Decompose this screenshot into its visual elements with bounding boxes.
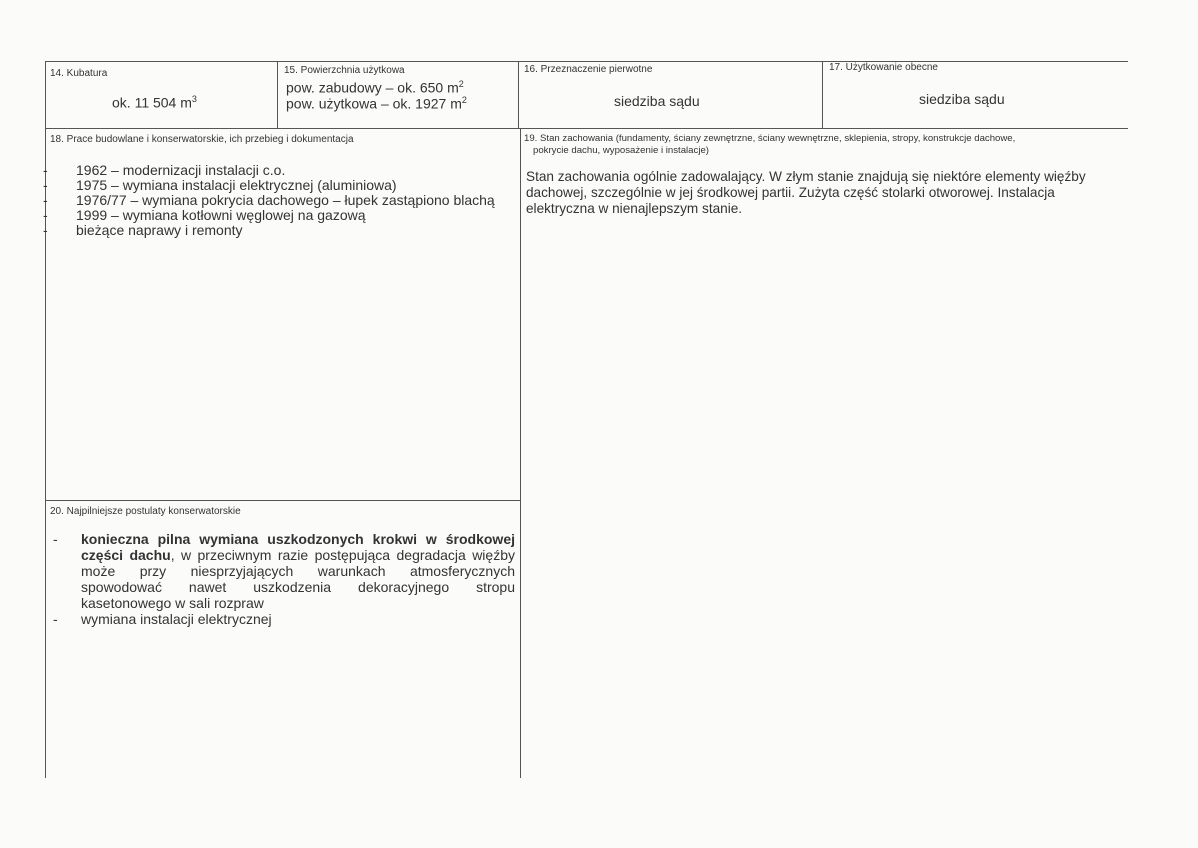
list-item-text	[81, 531, 515, 611]
unit-sup: 3	[191, 94, 197, 104]
bullet-dash: -	[43, 162, 48, 178]
list-item-text: 1976/77 – wymiana pokrycia dachowego – łupek zastąpiono blachą	[76, 192, 495, 208]
field-14-label: 14. Kubatura	[50, 68, 108, 79]
field-18-list	[43, 163, 513, 238]
section-divider-18-20	[45, 500, 521, 501]
bullet-dash: -	[53, 611, 58, 627]
field-20-label: 20. Najpilniejsze postulaty konserwatorskie	[50, 506, 241, 517]
list-item-text: 1975 – wymiana instalacji elektrycznej (aluminiowa)	[76, 177, 397, 193]
top-border	[45, 61, 1128, 62]
pow-uzytkowa: pow. użytkowa – ok. 1927 m	[286, 95, 462, 112]
col-divider-15-16	[518, 61, 519, 128]
list-item	[53, 611, 515, 627]
pow-zabudowy: pow. zabudowy – ok. 650 m	[286, 79, 459, 96]
field-16-label: 16. Przeznaczenie pierwotne	[524, 64, 653, 75]
field-19-label-2: pokrycie dachu, wyposażenie i instalacje)	[533, 145, 709, 156]
list-item	[43, 163, 513, 178]
kubatura-value: ok. 11 504 m	[112, 94, 192, 111]
field-16-value: siedziba sądu	[614, 93, 700, 109]
bold-text: konieczna pilna wymiana uszkodzonych krokwi w środkowej części dachu	[81, 531, 515, 563]
field-17-label: 17. Użytkowanie obecne	[829, 62, 938, 73]
row-divider	[45, 128, 1128, 129]
field-14-value	[112, 94, 197, 111]
list-item-text: 1962 – modernizacji instalacji c.o.	[76, 162, 286, 178]
list-item-text: wymiana instalacji elektrycznej	[81, 611, 272, 627]
rest-text: , w przeciwnym razie postępująca degradacja więźby może przy niesprzyjających warunkach atmosferycznych spowodować nawet uszkodzenia dekoracyjnego stropu kasetonowego w sali rozpraw	[81, 547, 515, 611]
list-item	[43, 193, 513, 208]
list-item	[43, 178, 513, 193]
list-item-text: bieżące naprawy i remonty	[76, 222, 243, 238]
bullet-dash: -	[43, 177, 48, 193]
bullet-dash: -	[43, 222, 48, 238]
bullet-dash: -	[53, 531, 58, 547]
field-19-label-1: 19. Stan zachowania (fundamenty, ściany zewnętrzne, ściany wewnętrzne, sklepienia, stropy, konstrukcje dachowe,	[524, 133, 1016, 144]
field-18-label: 18. Prace budowlane i konserwatorskie, ich przebieg i dokumentacja	[50, 134, 354, 145]
col-divider-14-15	[277, 61, 278, 128]
field-20-list	[53, 531, 515, 627]
list-item	[43, 223, 513, 238]
field-15-line1	[286, 79, 464, 96]
field-15-line2	[286, 95, 467, 112]
unit-sup: 2	[458, 79, 464, 89]
col-divider-main	[520, 128, 521, 778]
bullet-dash: -	[43, 192, 48, 208]
field-17-value: siedziba sądu	[919, 91, 1005, 107]
unit-sup: 2	[461, 95, 467, 105]
list-item	[43, 208, 513, 223]
bullet-dash: -	[43, 207, 48, 223]
field-19-text: Stan zachowania ogólnie zadowalający. W złym stanie znajdują się niektóre elementy więźby dachowej, szczególnie w jej środkowej partii. Zużyta część stolarki otworowej. Instalacja elektryczna w nienajlepszym stanie.	[526, 169, 1086, 216]
list-item	[53, 531, 515, 611]
col-divider-16-17	[822, 61, 823, 128]
field-15-label: 15. Powierzchnia użytkowa	[284, 65, 405, 76]
list-item-text: 1999 – wymiana kotłowni węglowej na gazową	[76, 207, 366, 223]
